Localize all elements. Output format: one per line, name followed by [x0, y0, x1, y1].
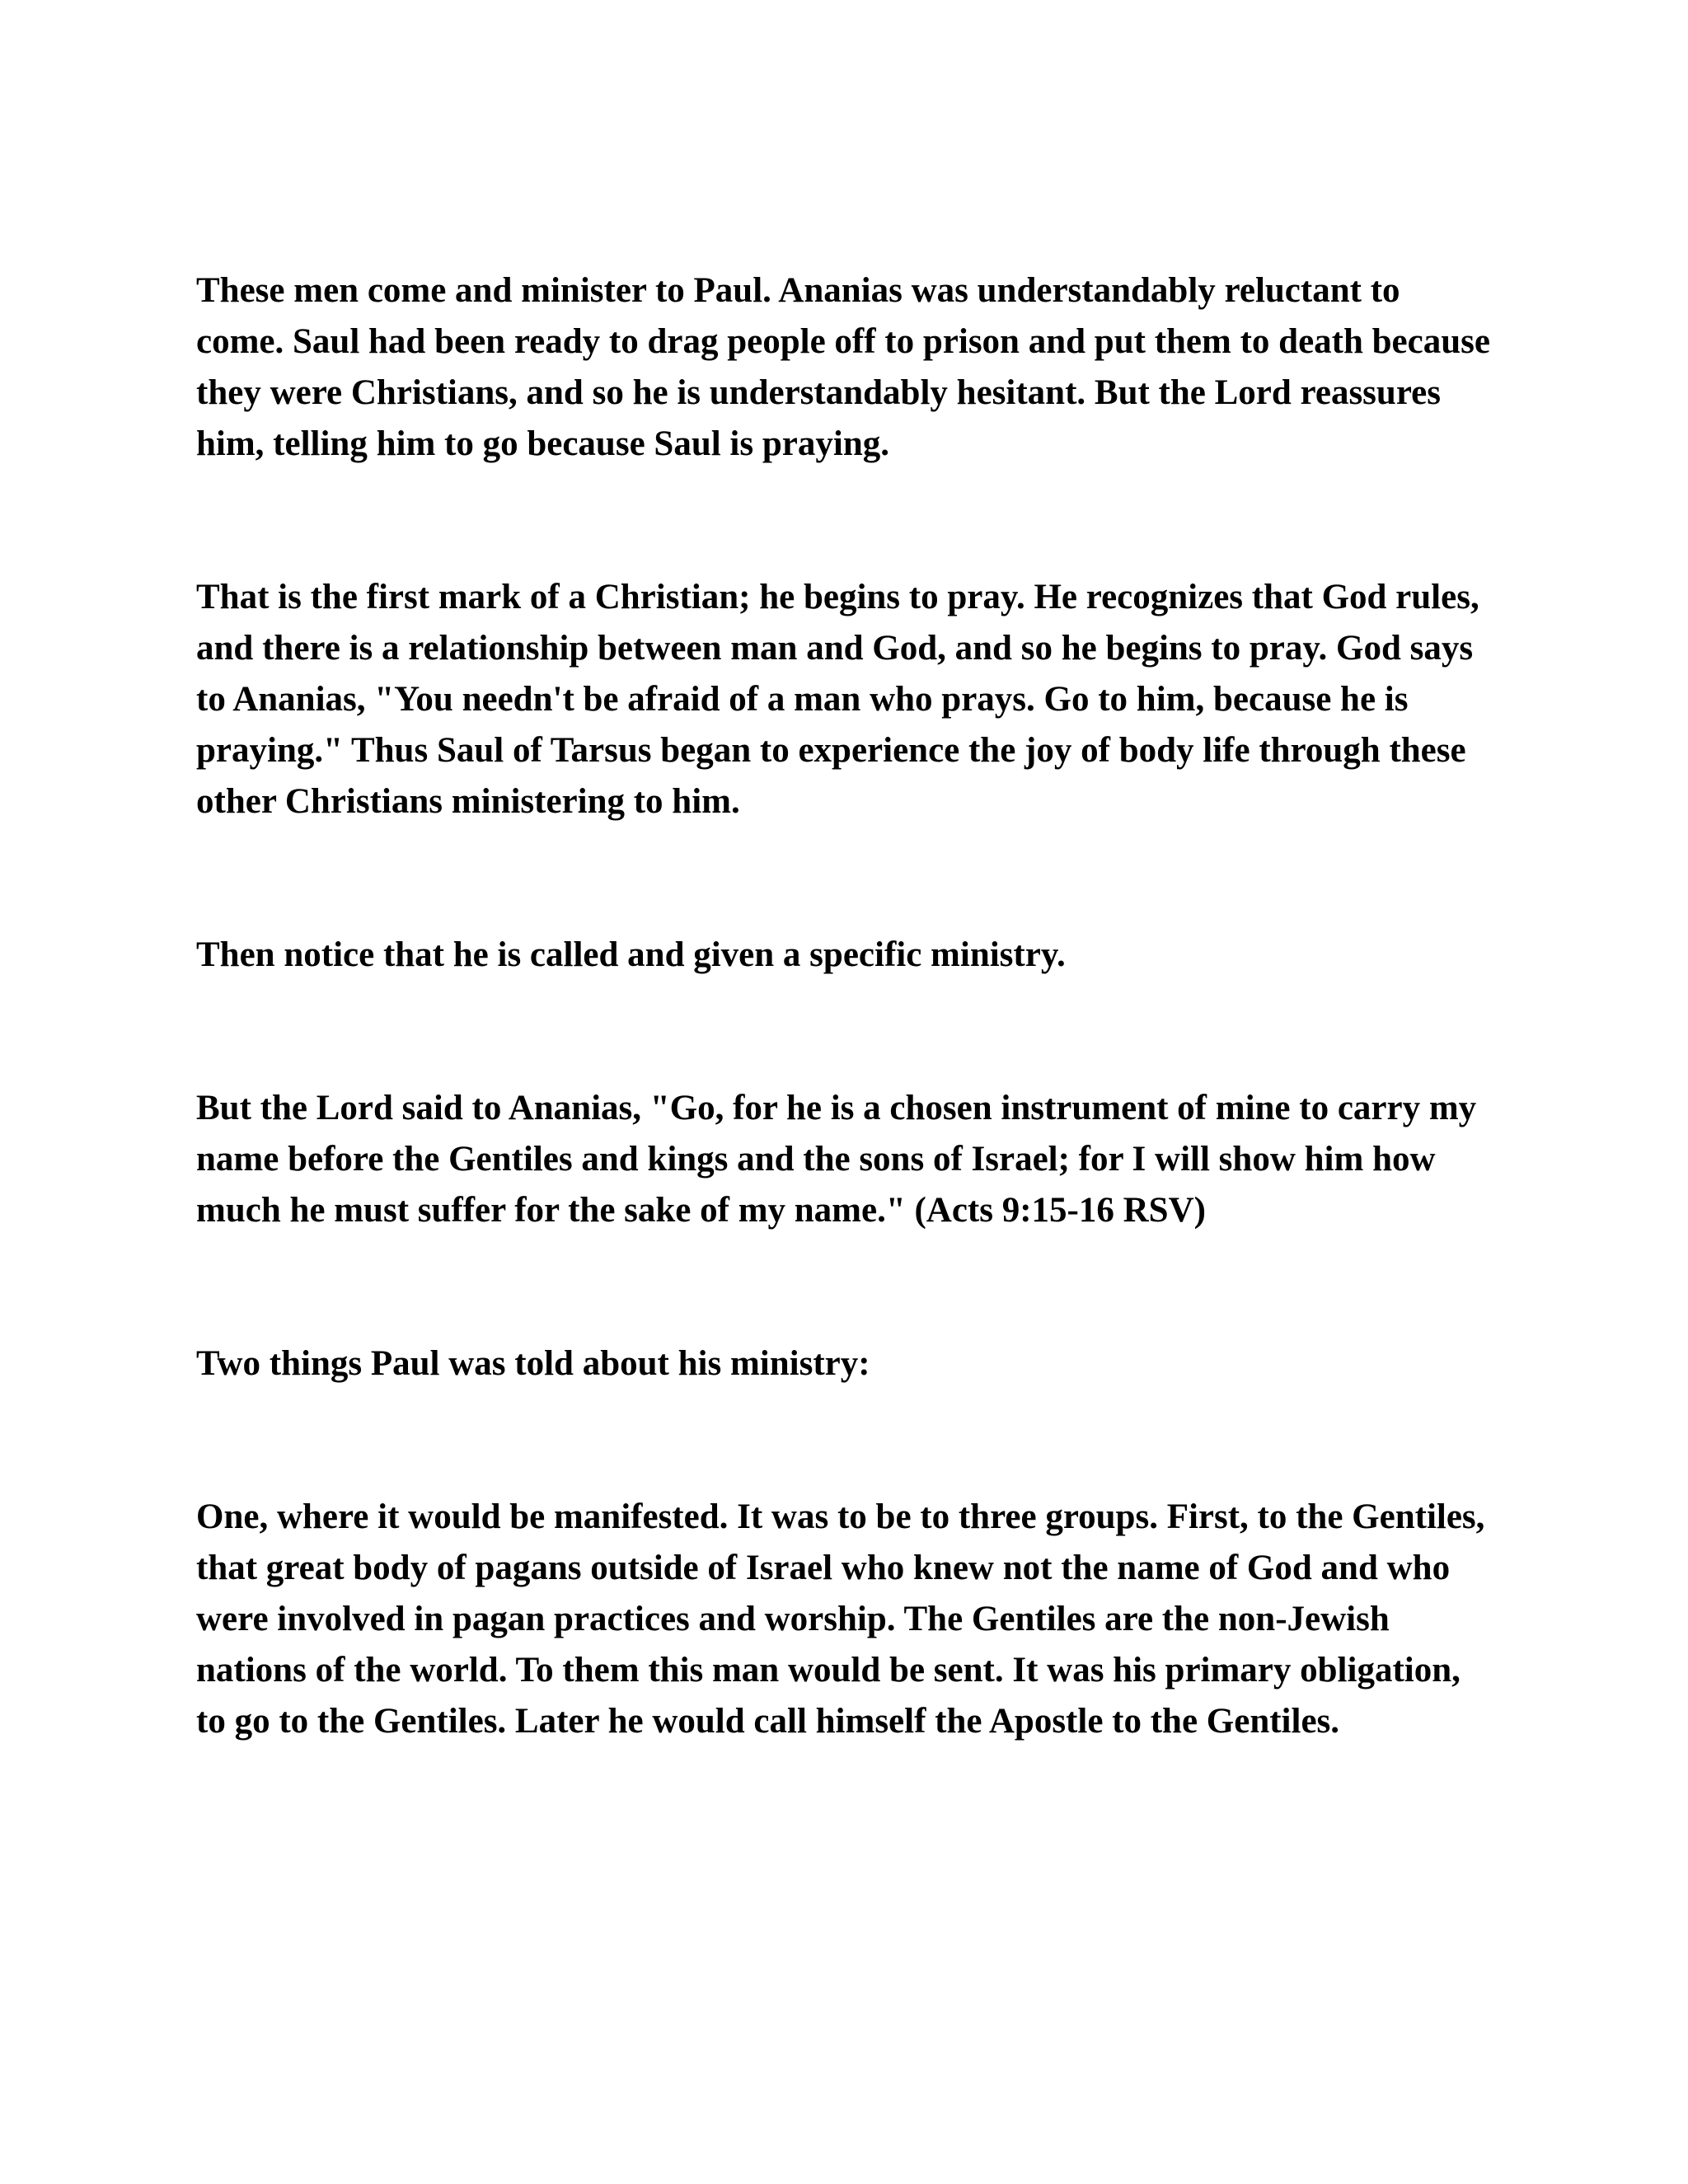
paragraph-called-to-ministry: Then notice that he is called and given a specific ministry. — [196, 935, 1066, 974]
paragraph-ananias-reluctant: These men come and minister to Paul. Ananias was understandably reluctant to come. Saul had been ready to drag people off to prison and put them to death because they were Christians, and so he is understandably hesitant. But the Lord reassures him, telling him to go because Saul is praying. — [196, 271, 1490, 463]
paragraph-first-mark-of-christian: That is the first mark of a Christian; he begins to pray. He recognizes that God rules, and there is a relationship between man and God, and so he begins to pray. God says to Ananias, "You needn't be afraid of a man who prays. Go to him, because he is praying." Thus Saul of Tarsus began to experience the joy of body life through these other Christians ministering to him. — [196, 578, 1479, 821]
paragraph-scripture-quote: But the Lord said to Ananias, "Go, for he is a chosen instrument of mine to carry my name before the Gentiles and kings and the sons of Israel; for I will show him how much he must suffer for the sake of my name." (Acts 9:15-16 RSV) — [196, 1089, 1477, 1230]
paragraph-two-things: Two things Paul was told about his ministry: — [196, 1344, 870, 1383]
text-column — [196, 265, 1492, 1747]
paragraph-gentiles: One, where it would be manifested. It was to be to three groups. First, to the Gentiles, that great body of pagans outside of Israel who knew not the name of God and who were involved in pagan practices and worship. The Gentiles are the non-Jewish nations of the world. To them this man would be sent. It was his primary obligation, to go to the Gentiles. Later he would call himself the Apostle to the Gentiles. — [196, 1497, 1485, 1741]
